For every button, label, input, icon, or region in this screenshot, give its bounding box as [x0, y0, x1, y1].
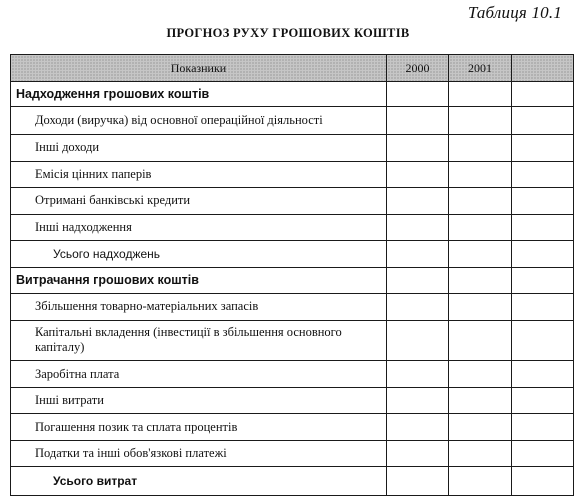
- value-cell: [387, 294, 449, 321]
- value-cell: [512, 188, 574, 215]
- value-cell: [387, 188, 449, 215]
- row-label: Збільшення товарно-матеріальних запасів: [11, 294, 387, 321]
- value-cell: [512, 107, 574, 135]
- section-row: [11, 267, 574, 294]
- row-label: Податки та інші обов'язкові платежі: [11, 440, 387, 467]
- cash-flow-forecast-table: [10, 54, 574, 496]
- value-cell: [512, 161, 574, 188]
- row-label: Погашення позик та сплата процентів: [11, 414, 387, 441]
- table-row: [11, 135, 574, 162]
- total-label: Усього надходжень: [11, 241, 387, 268]
- value-cell: [512, 82, 574, 107]
- total-row: [11, 241, 574, 268]
- row-label: Інші доходи: [11, 135, 387, 162]
- table-title: ПРОГНОЗ РУХУ ГРОШОВИХ КОШТІВ: [166, 26, 410, 40]
- header-year-2000: 2000: [387, 55, 449, 82]
- value-cell: [387, 135, 449, 162]
- value-cell: [449, 267, 512, 294]
- table-header: [11, 55, 574, 82]
- table-row: [11, 361, 574, 388]
- value-cell: [512, 267, 574, 294]
- value-cell: [449, 440, 512, 467]
- table-row: [11, 414, 574, 441]
- section-row: [11, 82, 574, 107]
- value-cell: [512, 241, 574, 268]
- value-cell: [449, 467, 512, 496]
- value-cell: [449, 387, 512, 414]
- row-label: Доходи (виручка) від основної операційної діяльності: [11, 107, 387, 135]
- value-cell: [387, 267, 449, 294]
- table-row: [11, 294, 574, 321]
- table-row: [11, 214, 574, 241]
- total-label: Усього витрат: [11, 467, 387, 496]
- value-cell: [449, 82, 512, 107]
- value-cell: [449, 241, 512, 268]
- value-cell: [512, 440, 574, 467]
- value-cell: [387, 214, 449, 241]
- section-heading: Витрачання грошових коштів: [11, 267, 387, 294]
- value-cell: [512, 214, 574, 241]
- header-indicators: Показники: [11, 55, 387, 82]
- table-row: [11, 387, 574, 414]
- table-row: [11, 320, 574, 361]
- total-row: [11, 467, 574, 496]
- row-label: Заробітна плата: [11, 361, 387, 388]
- value-cell: [512, 361, 574, 388]
- value-cell: [387, 107, 449, 135]
- row-label: Інші витрати: [11, 387, 387, 414]
- table-row: [11, 161, 574, 188]
- value-cell: [512, 387, 574, 414]
- value-cell: [449, 294, 512, 321]
- value-cell: [387, 361, 449, 388]
- value-cell: [387, 320, 449, 361]
- table-row: [11, 440, 574, 467]
- row-label: Емісія цінних паперів: [11, 161, 387, 188]
- value-cell: [387, 414, 449, 441]
- row-label: Капітальні вкладення (інвестиції в збільшення основного капіталу): [11, 320, 387, 361]
- value-cell: [512, 320, 574, 361]
- value-cell: [449, 214, 512, 241]
- value-cell: [387, 387, 449, 414]
- header-year-2001: 2001: [449, 55, 512, 82]
- value-cell: [387, 161, 449, 188]
- row-label: Отримані банківські кредити: [11, 188, 387, 215]
- value-cell: [449, 161, 512, 188]
- table-row: [11, 107, 574, 135]
- table-body: [11, 82, 574, 496]
- value-cell: [512, 467, 574, 496]
- value-cell: [512, 294, 574, 321]
- section-heading: Надходження грошових коштів: [11, 82, 387, 107]
- value-cell: [449, 320, 512, 361]
- value-cell: [512, 414, 574, 441]
- header-row: [11, 55, 574, 82]
- value-cell: [449, 414, 512, 441]
- value-cell: [449, 135, 512, 162]
- value-cell: [387, 467, 449, 496]
- value-cell: [512, 135, 574, 162]
- value-cell: [387, 440, 449, 467]
- value-cell: [387, 241, 449, 268]
- value-cell: [387, 82, 449, 107]
- header-extra: [512, 55, 574, 82]
- value-cell: [449, 188, 512, 215]
- value-cell: [449, 361, 512, 388]
- table-row: [11, 188, 574, 215]
- table-number: Таблиця 10.1: [467, 3, 562, 22]
- row-label: Інші надходження: [11, 214, 387, 241]
- value-cell: [449, 107, 512, 135]
